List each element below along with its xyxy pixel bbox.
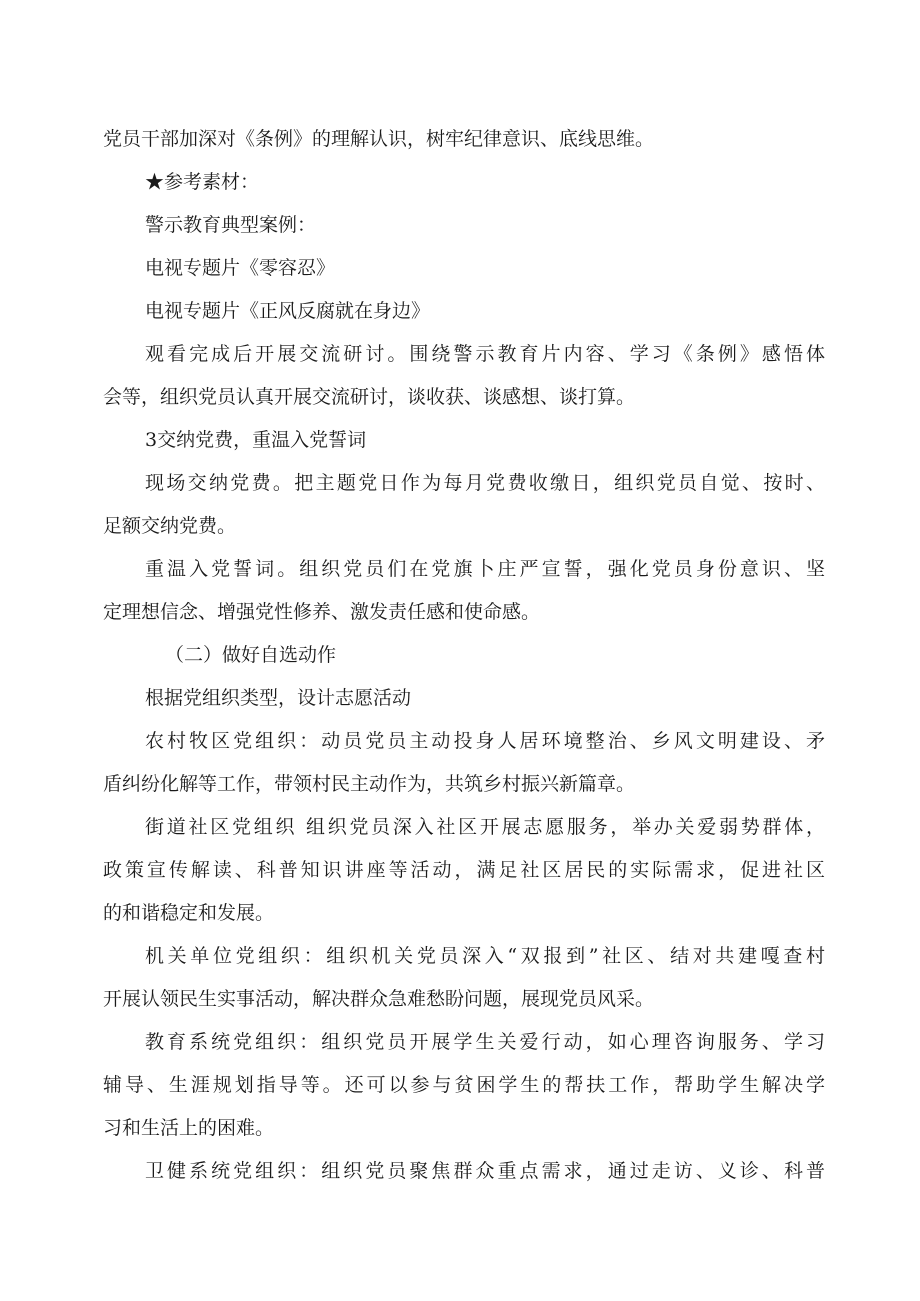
text-line: 机关单位党组织：组织机关党员深入“双报到”社区、结对共建嘎查村 [145, 945, 825, 967]
text-line: 党员干部加深对《条例》的理解认识，树牢纪律意识、底线思维。 [103, 128, 655, 150]
text-line: 会等，组织党员认真开展交流研讨，谈收获、谈感想、谈打算。 [103, 386, 636, 408]
text-line: 重温入党誓词。组织党员们在党旗卜庄严宣誓，强化党员身份意识、坚 [145, 558, 825, 580]
text-line: 政策宣传解读、科普知识讲座等活动，满足社区居民的实际需求，促进社区 [103, 859, 825, 881]
text-line: 卫健系统党组织：组织党员聚焦群众重点需求，通过走访、义诊、科普 [145, 1160, 825, 1182]
text-line: 的和谐稳定和发展。 [103, 902, 275, 924]
text-line: 现场交纳党费。把主题党日作为每月党费收缴日，组织党员自觉、按时、 [145, 472, 825, 494]
text-line: 开展认领民生实事活动，解决群众急难愁盼问题，展现党员风采。 [103, 988, 655, 1010]
text-line: 电视专题片《正风反腐就在身边》 [145, 300, 431, 322]
text-line: 电视专题片《零容忍》 [145, 257, 336, 279]
text-line: 3交纳党费，重温入党誓词 [145, 429, 367, 451]
text-line: 足额交纳党费。 [103, 515, 237, 537]
text-line: 习和生活上的困难。 [103, 1117, 275, 1139]
text-line: 警示教育典型案例： [145, 214, 317, 236]
text-line: 观看完成后开展交流研讨。围绕警示教育片内容、学习《条例》感悟体 [145, 343, 825, 365]
text-line: 街道社区党组织 组织党员深入社区开展志愿服务，举办关爱弱势群体， [145, 816, 825, 838]
text-line: （二）做好自选动作 [165, 644, 337, 666]
text-line: 根据党组织类型，设计志愿活动 [145, 687, 412, 709]
text-line: 盾纠纷化解等工作，带领村民主动作为，共筑乡村振兴新篇章。 [103, 773, 636, 795]
text-line: 辅导、生涯规划指导等。还可以参与贫困学生的帮扶工作，帮助学生解决学 [103, 1074, 825, 1096]
text-line: 教育系统党组织：组织党员开展学生关爱行动，如心理咨询服务、学习 [145, 1031, 825, 1053]
text-line: 定理想信念、增强党性修养、激发责任感和使命感。 [103, 601, 541, 623]
text-line: ★参考素材： [145, 171, 260, 193]
text-line: 农村牧区党组织：动员党员主动投身人居环境整治、乡风文明建设、矛 [145, 730, 825, 752]
